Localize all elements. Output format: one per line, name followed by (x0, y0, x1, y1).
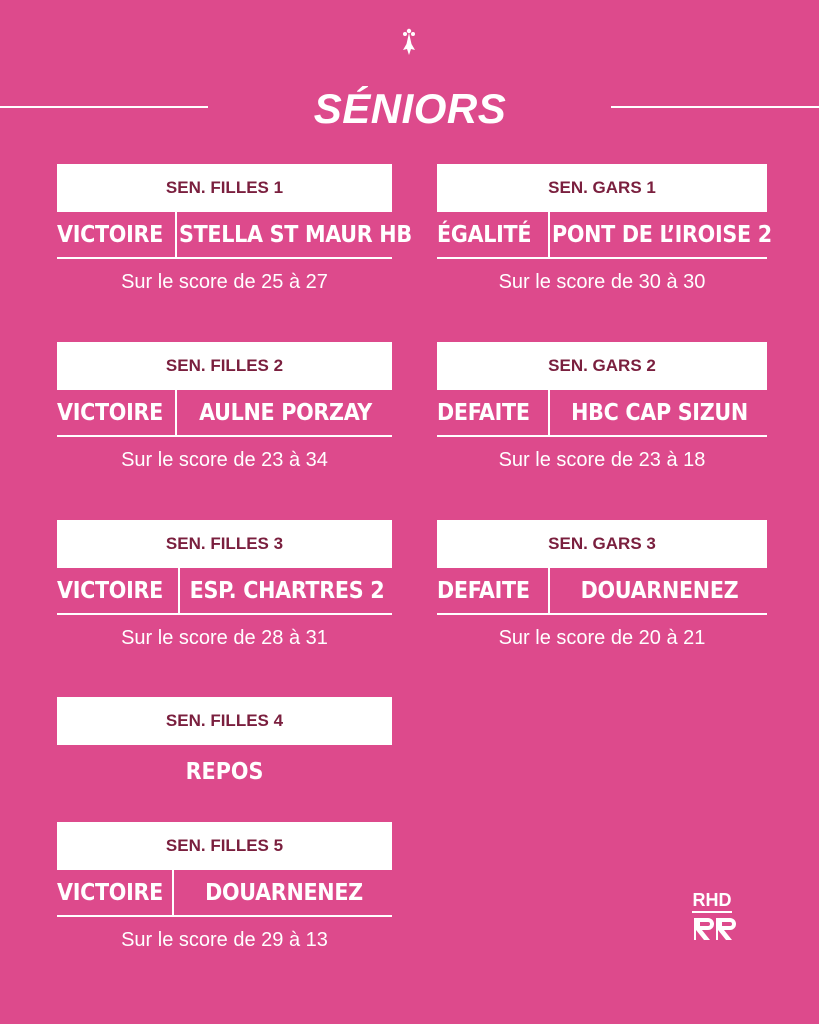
result-row (437, 212, 772, 258)
score-text: Sur le score de 25 à 27 (121, 271, 328, 293)
team-header: SEN. FILLES 4 (57, 697, 392, 745)
result-underline (437, 435, 767, 437)
opponent-name: STELLA ST MAUR HB (179, 222, 412, 248)
score-text: Sur le score de 30 à 30 (498, 271, 706, 293)
team-block-gars-1 (437, 164, 772, 304)
score-text: Sur le score de 23 à 18 (498, 449, 706, 471)
opponent-name: ESP. CHARTRES 2 (189, 578, 385, 604)
opponent-name: AULNE PORZAY (199, 400, 372, 426)
result-divider (172, 870, 174, 916)
result-underline (437, 613, 767, 615)
result-row (57, 870, 392, 916)
score-text: Sur le score de 28 à 31 (121, 627, 328, 649)
result-row (437, 390, 767, 436)
team-block-filles-5 (57, 822, 392, 962)
team-block-filles-3 (57, 520, 392, 660)
team-block-filles-4 (57, 697, 392, 797)
team-block-gars-3 (437, 520, 772, 660)
club-logo-icon (686, 884, 738, 944)
result-outcome: VICTOIRE (57, 400, 163, 426)
score-text: Sur le score de 20 à 21 (498, 627, 706, 649)
result-outcome: DEFAITE (437, 578, 530, 604)
team-block-gars-2 (437, 342, 772, 482)
title-rule-right (611, 106, 819, 108)
result-divider (548, 212, 550, 258)
opponent-name: DOUARNENEZ (580, 578, 739, 604)
opponent-name: PONT DE L’IROISE 2 (552, 222, 772, 248)
repos-status: REPOS (185, 759, 264, 785)
result-underline (57, 613, 392, 615)
result-underline (57, 915, 392, 917)
result-outcome: VICTOIRE (57, 222, 163, 248)
result-row (57, 212, 412, 258)
page-title: SÉNIORS (313, 85, 507, 132)
result-outcome: VICTOIRE (57, 578, 163, 604)
score-text: Sur le score de 29 à 13 (121, 929, 328, 951)
result-underline (57, 435, 392, 437)
team-header: SEN. FILLES 3 (57, 520, 392, 568)
result-divider (178, 568, 180, 614)
opponent-name: HBC CAP SIZUN (571, 400, 748, 426)
result-outcome: ÉGALITÉ (437, 222, 532, 248)
title-rule-left (0, 106, 208, 108)
team-header: SEN. FILLES 1 (57, 164, 392, 212)
result-outcome: VICTOIRE (57, 880, 163, 906)
score-text: Sur le score de 23 à 34 (121, 449, 328, 471)
logo-text: RHD (692, 890, 732, 910)
result-divider (548, 390, 550, 436)
result-divider (548, 568, 550, 614)
team-header: SEN. GARS 3 (437, 520, 767, 568)
result-underline (437, 257, 767, 259)
result-outcome: DEFAITE (437, 400, 530, 426)
result-underline (57, 257, 392, 259)
team-block-filles-1 (57, 164, 412, 304)
team-header: SEN. GARS 2 (437, 342, 767, 390)
result-divider (175, 390, 177, 436)
team-header: SEN. FILLES 2 (57, 342, 392, 390)
result-row (57, 568, 392, 614)
opponent-name: DOUARNENEZ (205, 880, 363, 906)
team-header: SEN. GARS 1 (437, 164, 767, 212)
result-divider (175, 212, 177, 258)
team-header: SEN. FILLES 5 (57, 822, 392, 870)
team-block-filles-2 (57, 342, 392, 482)
result-row (57, 390, 392, 436)
result-row (437, 568, 767, 614)
ermine-icon (399, 28, 419, 56)
